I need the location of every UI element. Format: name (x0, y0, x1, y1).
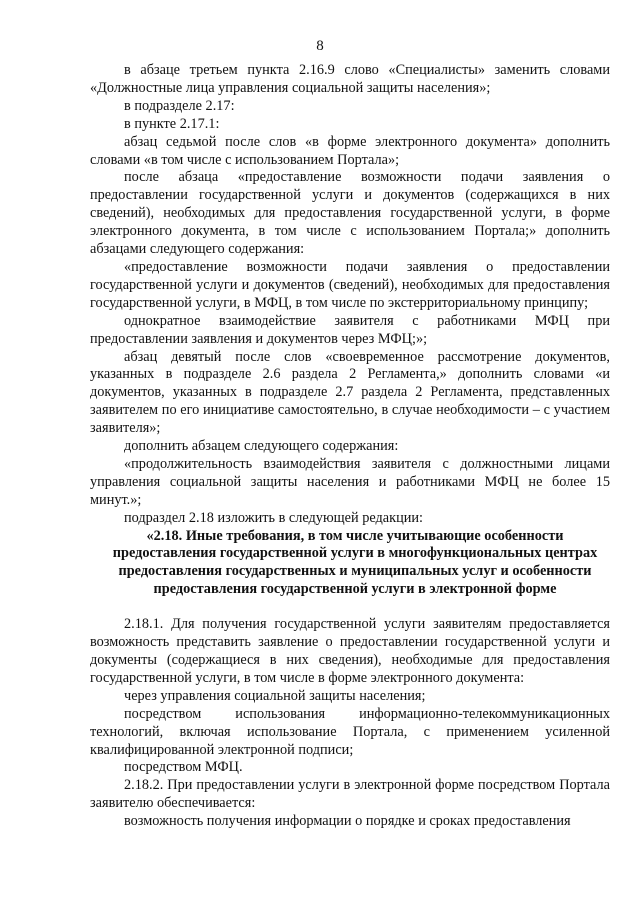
paragraph: 2.18.2. При предоставлении услуги в электронной форме посредством Портала заявителю обеспечивается: (90, 777, 610, 812)
paragraph: 2.18.1. Для получения государственной услуги заявителям предоставляется возможность представить заявление о предоставлении государственной услуги и документы (содержащиеся в них сведения), необходимые для предоставления государственной услуги, в том числе в форме электронного документа: (90, 616, 610, 686)
paragraph: дополнить абзацем следующего содержания: (124, 438, 399, 455)
paragraph: возможность получения информации о порядке и сроках предоставления (124, 813, 571, 830)
paragraph: посредством использования информационно-телекоммуникационных технологий, включая использование Портала, с применением усиленной квалифицированной электронной подписи; (90, 705, 610, 758)
paragraph: однократное взаимодействие заявителя с работниками МФЦ при предоставлении заявления и документов через МФЦ;»; (90, 312, 610, 347)
spacer (90, 599, 610, 616)
paragraph: через управления социальной защиты населения; (124, 687, 426, 704)
paragraph: абзац седьмой после слов «в форме электронного документа» дополнить словами «в том числе с использованием Портала»; (90, 133, 610, 168)
paragraph: в абзаце третьем пункта 2.16.9 слово «Специалисты» заменить словами «Должностные лица управления социальной защиты населения»; (90, 62, 610, 96)
paragraph: «продолжительность взаимодействия заявителя с должностными лицами управления социальной защиты населения и работниками МФЦ не более 15 минут.»; (90, 455, 610, 508)
section-heading: «2.18. Иные требования, в том числе учитывающие особенности предоставления государственной услуги в многофункциональных центрах предоставления государственных и муниципальных услуг и особенности предоставления государственной услуги в электронной форме (112, 527, 598, 598)
paragraph: после абзаца «предоставление возможности подачи заявления о предоставлении государственной услуги и документов (содержащихся в них сведений), необходимых для предоставления государственной услуги, в форме электронного документа, в том числе с использованием Портала;» дополнить абзацами следующего содержания: (90, 169, 610, 258)
paragraph: посредством МФЦ. (124, 759, 243, 776)
paragraph: абзац девятый после слов «своевременное рассмотрение документов, указанных в подразделе 2.6 раздела 2 Регламента,» дополнить словами «и документов, указанных в подразделе 2.7 раздела 2 Регламента, представленных заявителем по его инициативе самостоятельно, в случае необходимости – с участием заявителя»; (90, 348, 610, 437)
page-number: 8 (316, 38, 324, 54)
document-body (90, 62, 610, 831)
paragraph: в пункте 2.17.1: (124, 115, 220, 132)
paragraph: «предоставление возможности подачи заявления о предоставлении государственной услуги и документов (сведений), необходимых для предоставления государственной услуги, в МФЦ, в том числе по экстерриториальному принципу; (90, 258, 610, 311)
paragraph: в подразделе 2.17: (124, 97, 235, 114)
paragraph: подраздел 2.18 изложить в следующей редакции: (124, 509, 424, 526)
